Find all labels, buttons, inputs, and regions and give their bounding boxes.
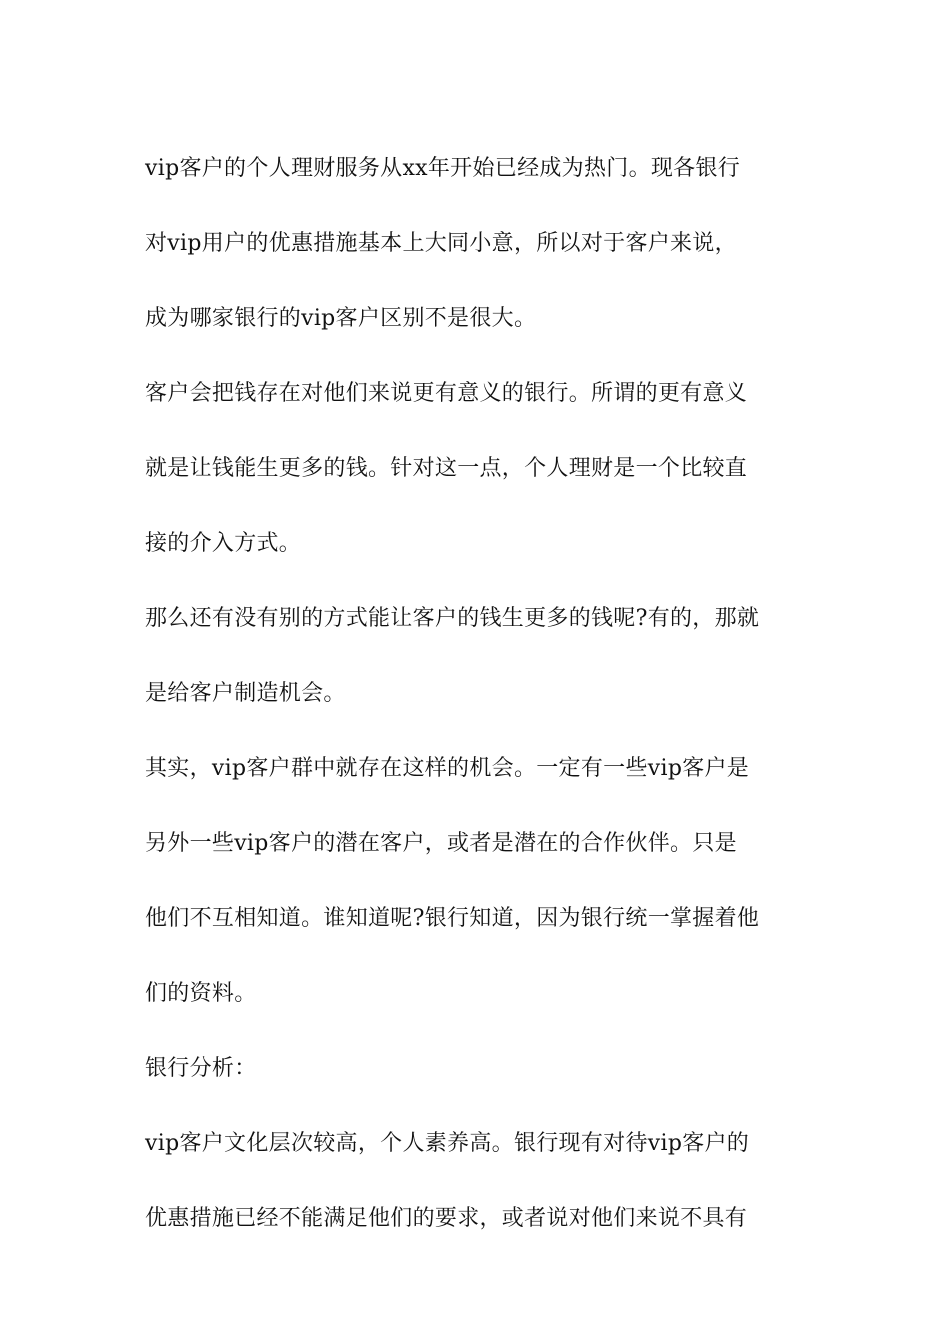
text-line: 客户会把钱存在对他们来说更有意义的银行。所谓的更有意义 xyxy=(145,381,748,406)
paragraph-opportunities xyxy=(145,731,830,1031)
text-line: vip客户的个人理财服务从xx年开始已经成为热门。现各银行 xyxy=(145,156,741,181)
text-line: vip客户文化层次较高，个人素养高。银行现有对待vip客户的 xyxy=(145,1131,750,1156)
text-line: 就是让钱能生更多的钱。针对这一点，个人理财是一个比较直 xyxy=(145,456,748,481)
paragraph-other-ways xyxy=(145,581,830,731)
text-line: 另外一些vip客户的潜在客户，或者是潜在的合作伙伴。只是 xyxy=(145,831,737,856)
text-line: 优惠措施已经不能满足他们的要求，或者说对他们来说不具有 xyxy=(145,1206,748,1231)
paragraph-vip-culture xyxy=(145,1106,830,1256)
section-heading-bank-analysis xyxy=(145,1031,830,1106)
text-line: 对vip用户的优惠措施基本上大同小意，所以对于客户来说， xyxy=(145,231,737,256)
text-line: 银行分析： xyxy=(145,1056,257,1081)
text-line: 接的介入方式。 xyxy=(145,531,302,556)
text-line: 是给客户制造机会。 xyxy=(145,681,346,706)
text-line: 们的资料。 xyxy=(145,981,257,1006)
paragraph-meaningful-bank xyxy=(145,356,830,581)
text-line: 成为哪家银行的vip客户区别不是很大。 xyxy=(145,306,537,331)
text-line: 那么还有没有别的方式能让客户的钱生更多的钱呢?有的，那就 xyxy=(145,606,760,631)
paragraph-vip-service xyxy=(145,131,830,356)
text-line: 他们不互相知道。谁知道呢?银行知道，因为银行统一掌握着他 xyxy=(145,906,760,931)
text-line: 其实，vip客户群中就存在这样的机会。一定有一些vip客户是 xyxy=(145,756,750,781)
